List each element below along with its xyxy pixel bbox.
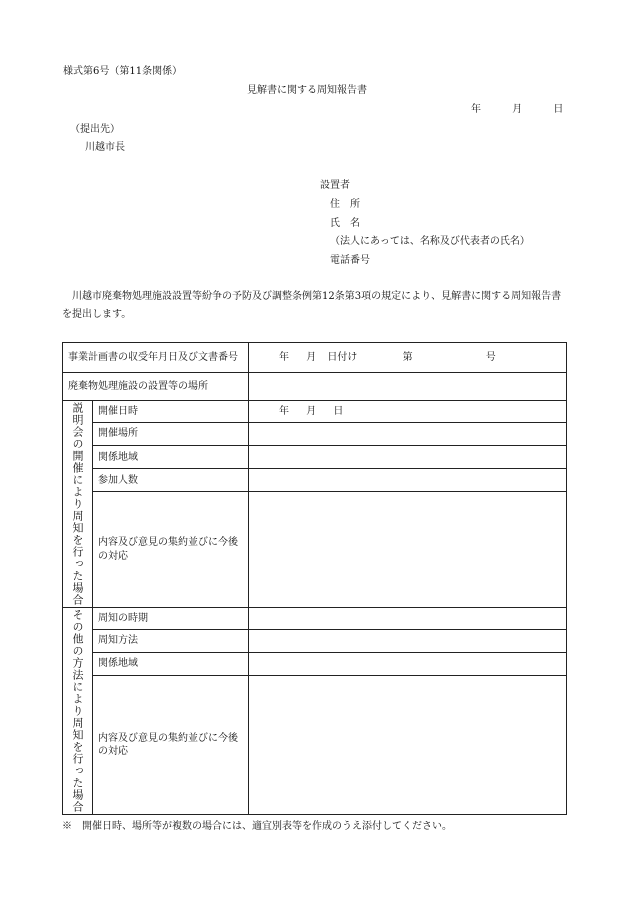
row-other-timing [63, 608, 567, 630]
meeting-date-year: 年 [279, 405, 289, 417]
other-content-value [249, 676, 567, 815]
row-other-method [63, 630, 567, 653]
other-content-label: 内容及び意見の集約並びに今後の対応 [93, 676, 249, 815]
receipt-month: 月 [306, 351, 317, 363]
meeting-content-value [249, 492, 567, 608]
applicant-corporate-note: （法人にあっては、名称及び代表者の氏名） [330, 236, 530, 247]
facility-location-label: 廃棄物処理施設の設置等の場所 [63, 373, 249, 401]
meeting-area-label: 関係地域 [93, 446, 249, 469]
facility-location-value [249, 373, 567, 401]
recipient-name: 川越市長 [85, 142, 125, 153]
footnote: ※ 開催日時、場所等が複数の場合には、適宜別表等を作成のうえ添付してください。 [62, 821, 452, 832]
meeting-date-month: 月 [306, 405, 317, 417]
meeting-content-label: 内容及び意見の集約並びに今後の対応 [93, 492, 249, 608]
recipient-label: （提出先） [70, 124, 120, 135]
meeting-date-label: 開催日時 [93, 401, 249, 423]
other-timing-value [249, 608, 567, 630]
row-facility-location [63, 373, 567, 401]
applicant-name-label: 氏 名 [330, 218, 360, 229]
other-area-value [249, 653, 567, 676]
submission-date [471, 103, 563, 117]
row-meeting-area [63, 446, 567, 469]
other-method-label: 周知方法 [93, 630, 249, 653]
report-table [62, 342, 567, 815]
receipt-go: 号 [485, 351, 496, 363]
plan-receipt-value [249, 343, 567, 373]
other-timing-label: 周知の時期 [93, 608, 249, 630]
meeting-attendees-value [249, 469, 567, 492]
applicant-phone-label: 電話番号 [330, 255, 370, 266]
statement-paragraph: 川越市廃棄物処理施設設置等紛争の予防及び調整条例第12条第3項の規定により、見解書に関する周知報告書を提出します。 [62, 291, 562, 320]
date-day-label: 日 [553, 104, 564, 115]
date-year-label: 年 [471, 104, 481, 115]
section-other-label [63, 608, 93, 815]
receipt-dated: 日付け [327, 351, 358, 363]
section-other-text: その他の方法により周知を行った場合 [71, 609, 84, 813]
receipt-year: 年 [279, 351, 289, 363]
receipt-dai: 第 [402, 351, 413, 363]
row-other-content [63, 676, 567, 815]
row-other-area [63, 653, 567, 676]
other-method-value [249, 630, 567, 653]
form-number: 様式第6号（第11条関係） [63, 66, 183, 77]
document-title: 見解書に関する周知報告書 [247, 85, 367, 96]
row-meeting-content [63, 492, 567, 608]
other-area-label: 関係地域 [93, 653, 249, 676]
applicant-address-label: 住 所 [330, 199, 360, 210]
meeting-date-value [249, 401, 567, 423]
meeting-attendees-label: 参加人数 [93, 469, 249, 492]
meeting-place-value [249, 423, 567, 446]
plan-receipt-label: 事業計画書の収受年月日及び文書番号 [63, 343, 249, 373]
applicant-heading: 設置者 [320, 180, 350, 191]
row-plan-receipt [63, 343, 567, 373]
meeting-area-value [249, 446, 567, 469]
meeting-date-day: 日 [333, 405, 344, 417]
row-meeting-place [63, 423, 567, 446]
date-month-label: 月 [512, 104, 523, 115]
meeting-place-label: 開催場所 [93, 423, 249, 446]
section-meeting-text: 説明会の開催により周知を行った場合 [71, 402, 84, 606]
row-meeting-date [63, 401, 567, 423]
row-meeting-attendees [63, 469, 567, 492]
section-meeting-label [63, 401, 93, 608]
